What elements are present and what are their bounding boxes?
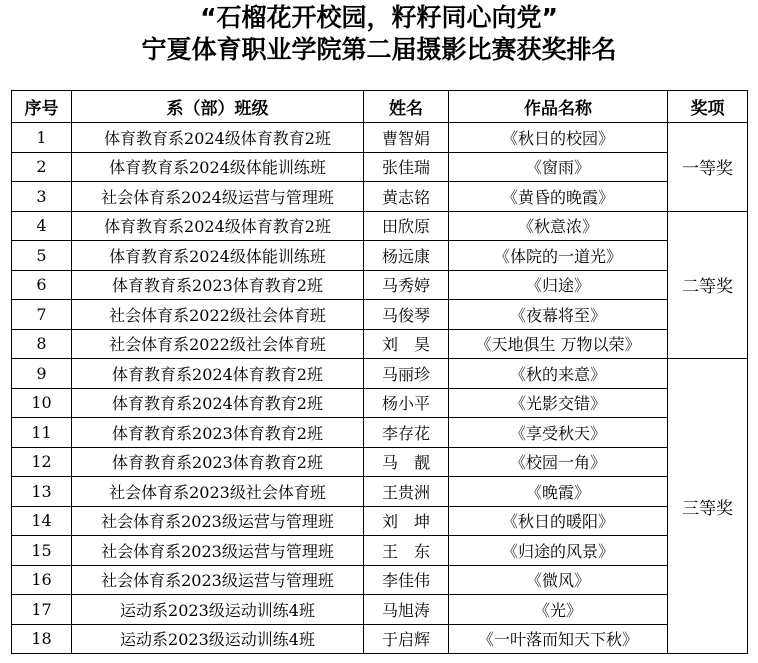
cell-work: 《秋的来意》 xyxy=(449,359,668,389)
cell-work: 《秋意浓》 xyxy=(449,211,668,241)
cell-work: 《秋日的暖阳》 xyxy=(449,506,668,536)
header-name: 姓名 xyxy=(364,91,449,123)
cell-class: 体育教育系2024级体育教育2班 xyxy=(72,123,364,153)
cell-award: 三等奖 xyxy=(668,359,748,654)
cell-class: 体育教育系2024级体能训练班 xyxy=(72,241,364,271)
cell-no: 3 xyxy=(12,182,72,212)
table-header-row xyxy=(12,91,748,123)
cell-name: 王贵洲 xyxy=(364,477,449,507)
cell-no: 5 xyxy=(12,241,72,271)
cell-name: 马 靓 xyxy=(364,447,449,477)
cell-no: 6 xyxy=(12,270,72,300)
cell-name: 刘 昊 xyxy=(364,329,449,359)
cell-class: 体育教育系2024级体能训练班 xyxy=(72,152,364,182)
cell-work: 《享受秋天》 xyxy=(449,418,668,448)
cell-work: 《黄昏的晚霞》 xyxy=(449,182,668,212)
table-row xyxy=(12,624,748,654)
table-row xyxy=(12,270,748,300)
cell-class: 体育教育系2024级体育教育2班 xyxy=(72,211,364,241)
table-row xyxy=(12,211,748,241)
cell-class: 体育教育系2024体育教育2班 xyxy=(72,388,364,418)
header-class: 系（部）班级 xyxy=(72,91,364,123)
header-award: 奖项 xyxy=(668,91,748,123)
table-body xyxy=(12,123,748,654)
table-row xyxy=(12,536,748,566)
table-row xyxy=(12,418,748,448)
cell-class: 社会体育系2022级社会体育班 xyxy=(72,329,364,359)
table-row xyxy=(12,359,748,389)
cell-no: 12 xyxy=(12,447,72,477)
table-row xyxy=(12,388,748,418)
cell-class: 体育教育系2023体育教育2班 xyxy=(72,270,364,300)
cell-no: 15 xyxy=(12,536,72,566)
cell-no: 17 xyxy=(12,595,72,625)
cell-work: 《天地俱生 万物以荣》 xyxy=(449,329,668,359)
cell-work: 《夜幕将至》 xyxy=(449,300,668,330)
cell-award: 一等奖 xyxy=(668,123,748,212)
cell-work: 《校园一角》 xyxy=(449,447,668,477)
cell-no: 13 xyxy=(12,477,72,507)
cell-name: 田欣原 xyxy=(364,211,449,241)
cell-no: 8 xyxy=(12,329,72,359)
cell-name: 刘 坤 xyxy=(364,506,449,536)
cell-name: 马旭涛 xyxy=(364,595,449,625)
cell-no: 7 xyxy=(12,300,72,330)
table-row xyxy=(12,565,748,595)
table-row xyxy=(12,182,748,212)
table-row xyxy=(12,506,748,536)
table-row xyxy=(12,477,748,507)
cell-class: 社会体育系2023级社会体育班 xyxy=(72,477,364,507)
header-no: 序号 xyxy=(12,91,72,123)
table-row xyxy=(12,123,748,153)
cell-name: 杨小平 xyxy=(364,388,449,418)
table-row xyxy=(12,152,748,182)
cell-work: 《归途》 xyxy=(449,270,668,300)
table-row xyxy=(12,300,748,330)
cell-work: 《微风》 xyxy=(449,565,668,595)
cell-class: 社会体育系2022级社会体育班 xyxy=(72,300,364,330)
document-title-line1: “石榴花开校园，籽籽同心向党” xyxy=(200,3,558,32)
cell-no: 14 xyxy=(12,506,72,536)
cell-no: 1 xyxy=(12,123,72,153)
cell-no: 2 xyxy=(12,152,72,182)
cell-no: 10 xyxy=(12,388,72,418)
cell-name: 王 东 xyxy=(364,536,449,566)
cell-no: 18 xyxy=(12,624,72,654)
ranking-table xyxy=(11,90,748,654)
cell-name: 李佳伟 xyxy=(364,565,449,595)
cell-no: 4 xyxy=(12,211,72,241)
table-row xyxy=(12,329,748,359)
cell-class: 社会体育系2023级运营与管理班 xyxy=(72,506,364,536)
cell-class: 体育教育系2024体育教育2班 xyxy=(72,359,364,389)
cell-class: 运动系2023级运动训练4班 xyxy=(72,624,364,654)
cell-name: 黄志铭 xyxy=(364,182,449,212)
cell-class: 体育教育系2023体育教育2班 xyxy=(72,418,364,448)
table-row xyxy=(12,241,748,271)
table-row xyxy=(12,447,748,477)
cell-work: 《一叶落而知天下秋》 xyxy=(449,624,668,654)
table-row xyxy=(12,595,748,625)
cell-name: 马丽珍 xyxy=(364,359,449,389)
cell-name: 杨远康 xyxy=(364,241,449,271)
cell-work: 《晚霞》 xyxy=(449,477,668,507)
cell-name: 李存花 xyxy=(364,418,449,448)
cell-work: 《归途的风景》 xyxy=(449,536,668,566)
header-work: 作品名称 xyxy=(449,91,668,123)
cell-class: 体育教育系2023体育教育2班 xyxy=(72,447,364,477)
cell-class: 社会体育系2024级运营与管理班 xyxy=(72,182,364,212)
document-title-line2: 宁夏体育职业学院第二届摄影比赛获奖排名 xyxy=(141,35,617,64)
cell-no: 9 xyxy=(12,359,72,389)
cell-no: 11 xyxy=(12,418,72,448)
cell-name: 马俊琴 xyxy=(364,300,449,330)
cell-work: 《窗雨》 xyxy=(449,152,668,182)
cell-name: 马秀婷 xyxy=(364,270,449,300)
cell-name: 曹智娟 xyxy=(364,123,449,153)
cell-work: 《光》 xyxy=(449,595,668,625)
cell-class: 社会体育系2023级运营与管理班 xyxy=(72,565,364,595)
cell-work: 《秋日的校园》 xyxy=(449,123,668,153)
cell-work: 《光影交错》 xyxy=(449,388,668,418)
cell-class: 社会体育系2023级运营与管理班 xyxy=(72,536,364,566)
cell-award: 二等奖 xyxy=(668,211,748,359)
cell-no: 16 xyxy=(12,565,72,595)
cell-name: 张佳瑞 xyxy=(364,152,449,182)
cell-work: 《体院的一道光》 xyxy=(449,241,668,271)
cell-name: 于启辉 xyxy=(364,624,449,654)
cell-class: 运动系2023级运动训练4班 xyxy=(72,595,364,625)
